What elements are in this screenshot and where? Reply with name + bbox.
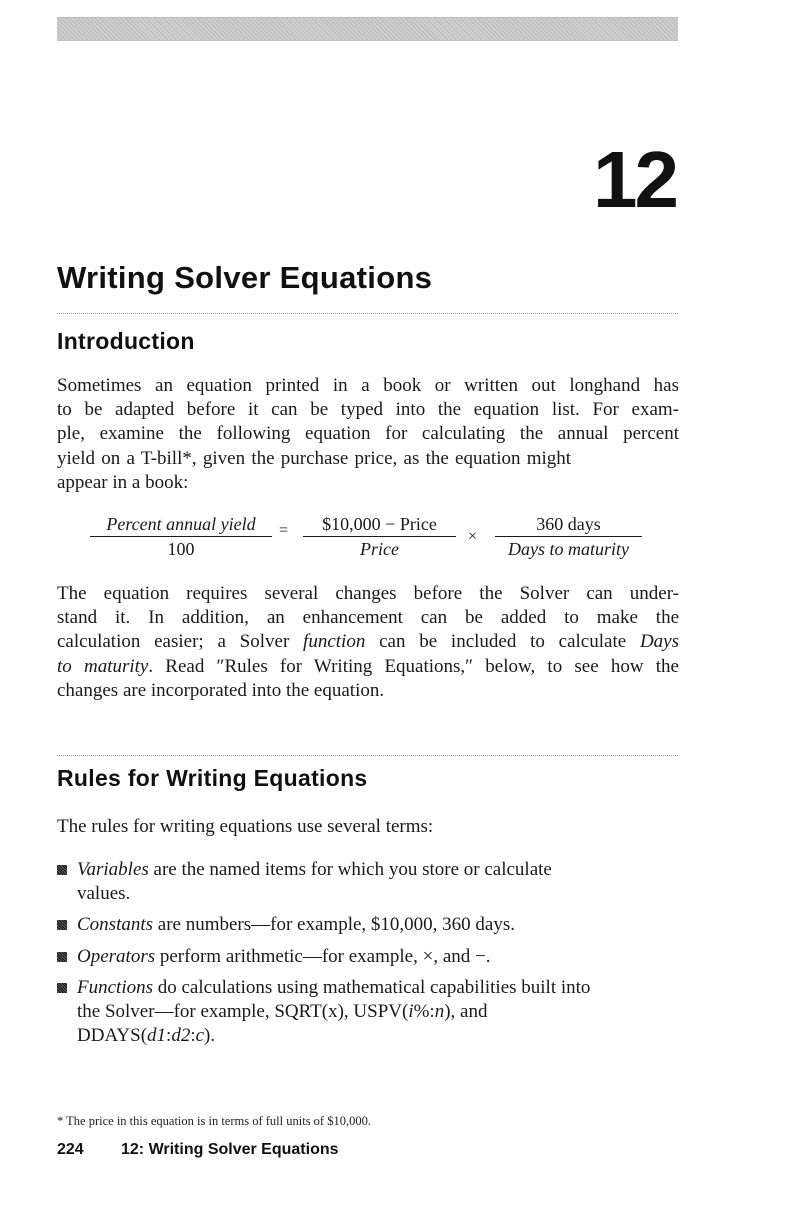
section-heading-introduction: Introduction [57,328,195,354]
numerator: $10,000 − Price [303,514,456,537]
divider [57,755,678,756]
fraction-price [303,514,456,560]
text-line: the Solver—for example, SQRT(x), USPV(i%:n), and [77,1001,488,1023]
text-line: Operators perform arithmetic—for example, ×, and −. [77,945,491,967]
text-line: stand it. In addition, an enhancement can be added to make the [57,607,679,629]
bullet-icon [57,983,67,993]
text-line: to be adapted before it can be typed into the equation list. For exam- [57,399,679,421]
text-line: The equation requires several changes before the Solver can under- [57,583,679,604]
list-item [57,913,682,937]
rules-intro: The rules for writing equations use several terms: [57,816,434,837]
bullet-icon [57,920,67,930]
times-sign: × [468,528,478,545]
chapter-title: Writing Solver Equations [57,260,433,295]
text-line: ple, examine the following equation for calculating the annual percent [57,423,679,445]
section-heading-rules: Rules for Writing Equations [57,765,368,791]
footnote: * The price in this equation is in terms of full units of $10,000. [57,1114,371,1128]
fraction-days [495,514,642,560]
text-line: changes are incorporated into the equation. [57,679,385,701]
text-line: calculation easier; a Solver function can be included to calculate Days [57,631,679,653]
page-number: 224 [57,1141,84,1158]
denominator: Days to maturity [508,539,629,559]
explanation-paragraph [57,582,679,703]
denominator: Price [360,539,399,559]
text-line: to maturity. Read ″Rules for Writing Equations,″ below, to see how the [57,655,679,677]
numerator: Percent annual yield [90,514,272,537]
header-band [57,17,678,41]
numerator: 360 days [495,514,642,537]
text-line: Sometimes an equation printed in a book or written out longhand has [57,375,679,396]
list-item [57,858,682,906]
text-line: values. [77,883,131,905]
equals-sign: = [279,522,289,539]
bullet-icon [57,952,67,962]
text-line: Variables are the named items for which you store or calculate [77,859,552,880]
text-line: Functions do calculations using mathematical capabilities built into [77,976,591,998]
fraction-percent-yield [90,514,272,560]
list-item [57,945,682,969]
text-line: yield on a T-bill*, given the purchase price, as the equation might [57,447,572,469]
text-line: DDAYS(d1:d2:c). [77,1025,216,1047]
running-title: 12: Writing Solver Equations [121,1141,339,1158]
text-line: Constants are numbers—for example, $10,000, 360 days. [77,914,515,936]
page-footer [57,1141,339,1159]
text-line: appear in a book: [57,471,189,493]
divider [57,313,678,314]
list-item [57,976,682,1049]
denominator: 100 [167,539,195,559]
chapter-number: 12 [593,135,676,224]
equation [0,514,792,574]
rules-list [57,858,682,1055]
bullet-icon [57,865,67,875]
intro-paragraph [57,374,679,495]
